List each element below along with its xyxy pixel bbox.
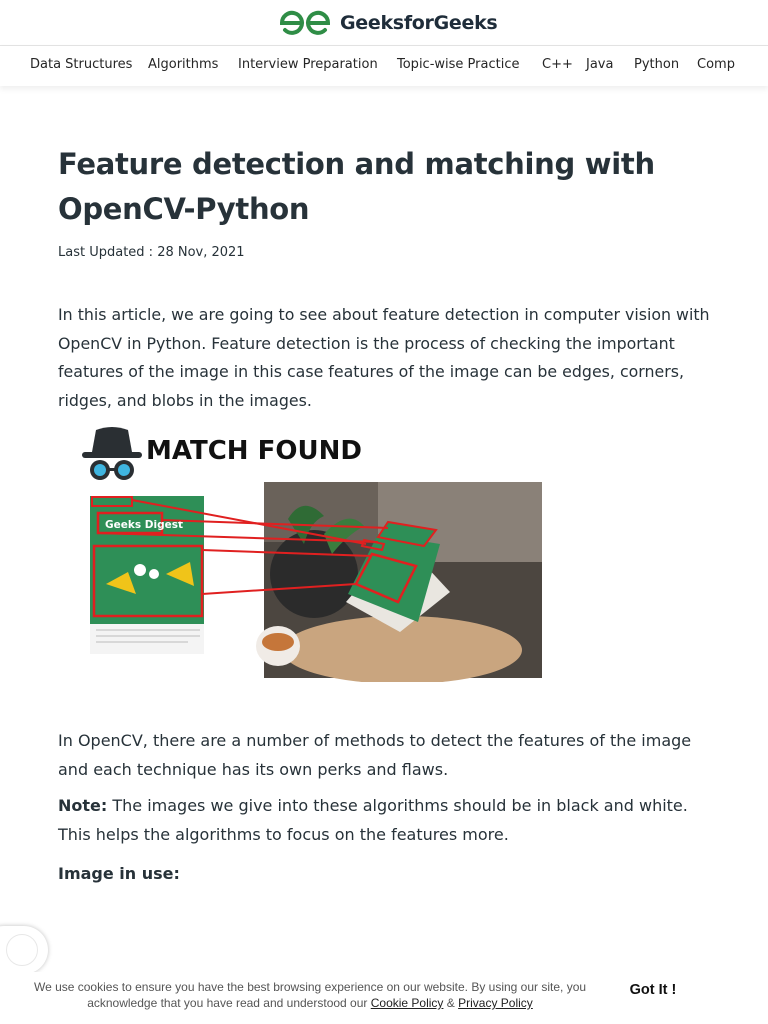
svg-text:Geeks Digest: Geeks Digest [105, 519, 183, 531]
detective-icon [82, 427, 142, 480]
cookie-message [20, 979, 600, 1011]
image-in-use-heading: Image in use: [58, 864, 180, 883]
cookie-policy-link[interactable]: Cookie Policy [370, 996, 444, 1010]
site-header [0, 0, 768, 46]
nav-item-cpp[interactable]: C++ [542, 57, 573, 72]
cookie-message-text: We use cookies to ensure you have the best browsing experience on our website. By using our site, you acknowledge that you have read and understood our [33, 980, 587, 1010]
gfg-logo-icon [278, 10, 332, 36]
article-intro: In this article, we are going to see about feature detection in computer vision with OpenCV in Python. Feature detection is the process of checking the important features of the image in this case features of the image can be edges, corners, ridges, and blobs in the images. [58, 305, 710, 410]
category-nav [0, 46, 768, 86]
nav-item-data-structures[interactable]: Data Structures [30, 57, 133, 72]
logo-text: GeeksforGeeks [340, 12, 498, 34]
methods-paragraph: In OpenCV, there are a number of methods to detect the features of the image and each technique has its own perks and flaws. [58, 731, 692, 779]
nav-item-comp[interactable]: Comp [697, 57, 735, 72]
nav-item-algorithms[interactable]: Algorithms [148, 57, 219, 72]
note-text: The images we give into these algorithms should be in black and white. This helps the algorithms to focus on the features more. [58, 796, 688, 844]
feature-matching-image [78, 424, 548, 682]
feature-matching-illustration [78, 424, 548, 682]
article-title: Feature detection and matching with OpenCV-Python [58, 147, 655, 226]
recaptcha-badge[interactable] [0, 926, 48, 974]
last-updated: Last Updated : 28 Nov, 2021 [58, 245, 245, 260]
nav-item-topic-wise-practice[interactable]: Topic-wise Practice [397, 57, 520, 72]
nav-item-python[interactable]: Python [634, 57, 680, 72]
site-logo[interactable] [278, 9, 497, 37]
nav-item-interview-preparation[interactable]: Interview Preparation [238, 57, 378, 72]
got-it-button[interactable]: Got It ! [629, 982, 677, 998]
cookie-amp: & [443, 996, 459, 1010]
nav-item-java[interactable]: Java [586, 57, 614, 72]
note-paragraph [58, 792, 718, 849]
recaptcha-icon [6, 934, 38, 966]
cookie-banner [0, 972, 768, 1024]
right-photo [256, 482, 542, 682]
match-found-label: MATCH FOUND [146, 436, 362, 466]
privacy-policy-link[interactable]: Privacy Policy [458, 996, 533, 1010]
left-book [90, 496, 204, 654]
note-label: Note: [58, 796, 108, 815]
